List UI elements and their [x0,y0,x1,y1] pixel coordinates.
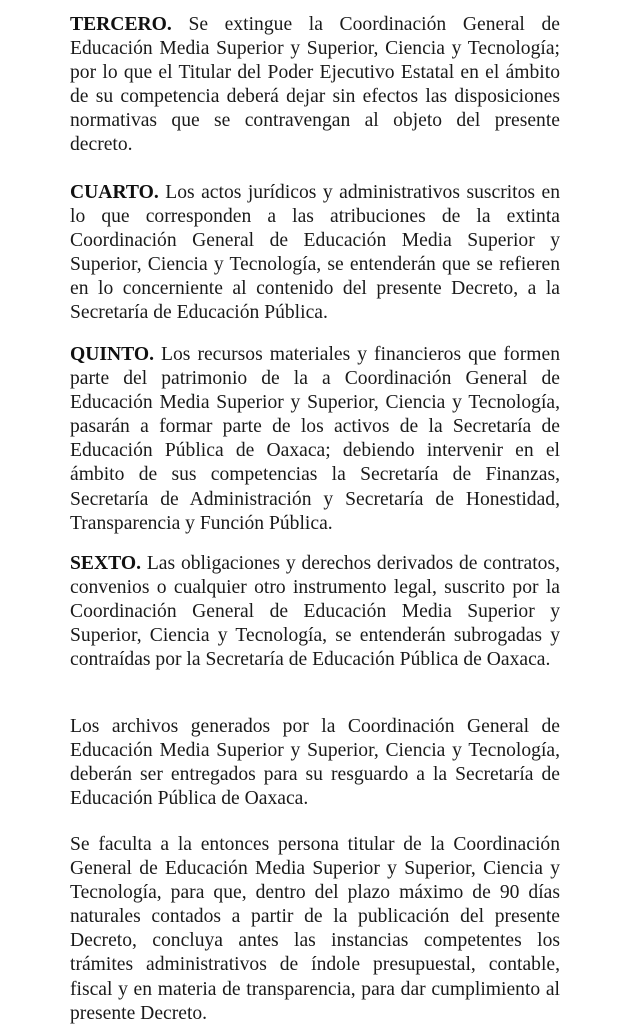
paragraph-archivos [70,715,560,811]
article-body: Los actos jurídicos y administrativos suscritos en lo que corresponden a las atribuciones de la extinta Coordinación General de Educación Media Superior y Superior, Ciencia y Tecnología, se entenderán que se refieren en lo concerniente al contenido del presente Decreto, a la Secretaría de Educación Pública. [70,182,560,324]
article-heading: QUINTO. [70,344,155,365]
article-quinto [70,343,560,536]
paragraph-body: Los archivos generados por la Coordinación General de Educación Media Superior y Superior, Ciencia y Tecnología, deberán ser entregados para su resguardo a la Secretaría de Educación Pública de Oaxaca. [70,716,560,810]
article-heading: SEXTO. [70,553,141,574]
article-body: Las obligaciones y derechos derivados de contratos, convenios o cualquier otro instrumento legal, suscrito por la Coordinación General de Educación Media Superior y Superior, Ciencia y Tecnología, se entenderán subrogadas y contraídas por la Secretaría de Educación Pública de Oaxaca. [70,553,560,671]
article-sexto [70,552,560,672]
article-body: Se extingue la Coordinación General de Educación Media Superior y Superior, Ciencia y Tecnología; por lo que el Titular del Poder Ejecutivo Estatal en el ámbito de su competencia deberá dejar sin efectos las disposiciones normativas que se contravengan al objeto del presente decreto. [70,14,560,156]
article-cuarto [70,181,560,326]
article-heading: TERCERO. [70,14,172,35]
paragraph-faculta [70,833,560,1026]
paragraph-body: Se faculta a la entonces persona titular de la Coordinación General de Educación Media Superior y Superior, Ciencia y Tecnología, para que, dentro del plazo máximo de 90 días naturales contados a partir de la publicación del presente Decreto, concluya antes las instancias competentes los trámites administrativos de índole presupuestal, contable, fiscal y en materia de transparencia, para dar cumplimiento al presente Decreto. [70,834,560,1024]
article-tercero [70,13,560,158]
article-body: Los recursos materiales y financieros que formen parte del patrimonio de la a Coordinación General de Educación Media Superior y Superior, Ciencia y Tecnología, pasarán a formar parte de los activos de la Secretaría de Educación Pública de Oaxaca; debiendo intervenir en el ámbito de sus competencias la Secretaría de Finanzas, Secretaría de Administración y Secretaría de Honestidad, Transparencia y Función Pública. [70,344,560,534]
article-heading: CUARTO. [70,182,159,203]
